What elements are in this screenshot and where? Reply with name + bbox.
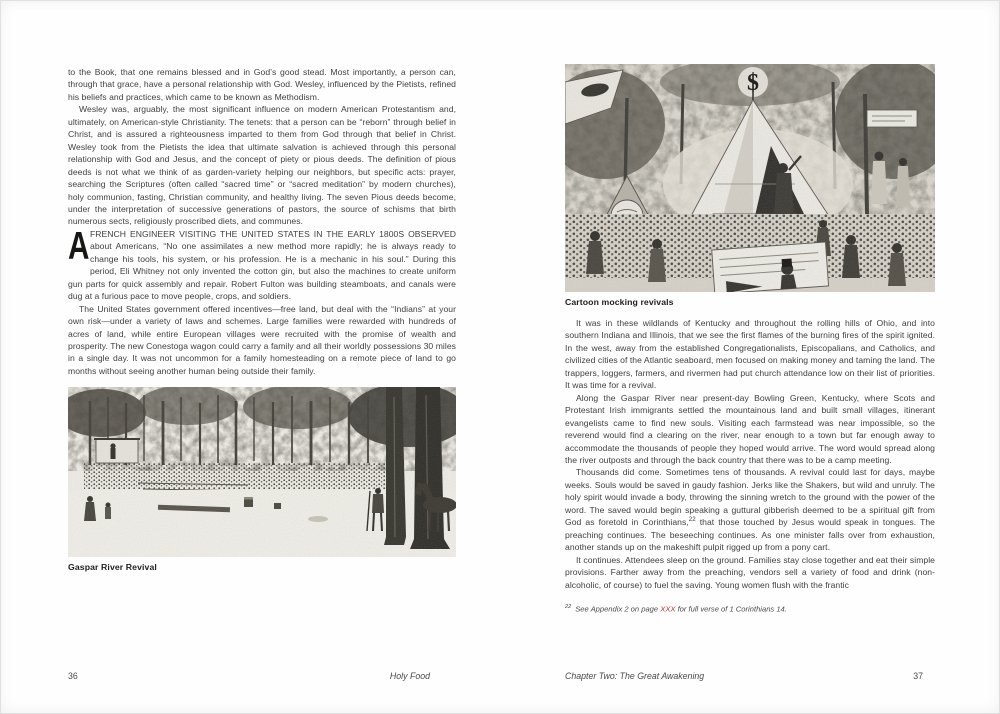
page-number-left: 36 [68, 671, 78, 681]
body-paragraph: It was in these wildlands of Kentucky and throughout the rolling hills of Ohio, and into southern Indiana and Illinois, that we see the first flames of the burning fires of the spirit ignited. In the west, away from the established Congregationalists, Episcopalians, and Catholics, and civilized cities of the Atlantic seaboard, men focused on making money and taming the land. The trappers, loggers, farmers, and rivermen had put church attendance low on their list of priorities. It was time for a revival. [565, 318, 935, 391]
right-page-body [565, 317, 935, 591]
body-paragraph: Wesley was, arguably, the most significant influence on modern American Protestantism and, ultimately, on American-style Christianity. The tenets: that a person can be “reborn” through belief in Christ, and is assured a righteousness imparted to them from God through that belief in Christ. Wesley took from the Pietists the idea that ultimate salvation is achieved through this personal relationship with God and Jesus, and the concept of piety or pious deeds. The definition of pious deeds is not what we think of as garden-variety helping our neighbors, but specific acts: prayer, searching the Scriptures (often called “sacred time” or “sacred meditation” by modern churches), holy communion, fasting, Christian community, and healthy living. The seven Pious deeds become, under the interpretation of successive generations of pastors, the source of schisms that birth numerous sects, religiously proscribed diets, and communes. [68, 104, 456, 227]
body-paragraph: to the Book, that one remains blessed and in God’s good stead. Most importantly, a person can, through that grace, have a personal relationship with God. Wesley, influenced by the Pietists, refined his beliefs and practices, which came to be known as Methodism. [68, 67, 456, 102]
footnote-marker: 22 [565, 603, 572, 610]
revival-cartoon-engraving [565, 64, 935, 292]
running-head-left: Holy Food [389, 671, 430, 681]
body-paragraph: The United States government offered incentives—free land, but deal with the “Indians” at your own risk—under a variety of laws and schemes. Large families were rewarded with hundreds of acres of land, while entire European villages were recruited with the promise of wealth and prosperity. The new Conestoga wagon could carry a family and all their worldly possessions 30 miles in a single day. It was not uncommon for a family homesteading on a remote piece of land to go months without seeing another human being outside their family. [68, 303, 456, 376]
figure-caption: Gaspar River Revival [68, 562, 157, 573]
engraving-grain-texture [68, 387, 456, 557]
left-page-footer [68, 671, 456, 681]
right-page-footer [565, 671, 935, 681]
body-paragraph: It continues. Attendees sleep on the ground. Families stay close together and eat their simple provisions. Farther away from the preaching, vendors sell a variety of food and drink (non-alcoholic, of course) to fuel the saving. Young women flush with the frantic [565, 554, 935, 590]
gaspar-river-revival-engraving [68, 387, 456, 557]
footnote-reference: 22 [688, 516, 696, 524]
left-page-text-column [68, 66, 456, 573]
body-text-run: Thousands did come. Sometimes tens of thousands. A revival could last for days, maybe weeks. Souls would be saved in gaudy fashion. Jerks like the Shakers, but wild and unruly. The holy spirit would invade a body, throwing the sinning wretch to the ground with the power of the word. The saved would begin speaking a guttural gibberish deemed to be a spiritual gift from God as foretold in Corinthians, [565, 467, 935, 528]
footnote-page-ref: XXX [660, 604, 676, 614]
footnote-text: See Appendix 2 on page [575, 604, 661, 614]
footnote [565, 602, 935, 615]
drop-cap-paragraph [68, 224, 456, 303]
figure-caption: Cartoon mocking revivals [565, 297, 674, 307]
lead-caps-text: FRENCH ENGINEER VISITING THE UNITED STATES IN THE EARLY 1800S OBSERVED [90, 228, 456, 239]
page-number-right: 37 [913, 671, 923, 681]
body-text-run: about Americans, “No one assimilates a new method more rapidly; he is always ready to change his tools, his system, or his profession. He is a mechanic in his soul.” During this period, Eli Whitney not only invented the cotton gin, but also the machines to create uniform gun parts for quick assembly and repair. Robert Fulton was building steamboats, and canals were dug at a furious pace to move people, crops, and soldiers. [68, 241, 456, 302]
right-page-text-column [565, 64, 935, 615]
body-text-run: that those touched by Jesus would speak in tongues. The preaching continues. The beseeching continues. As one minister falls over from exhaustion, another stands up on the makeshift pulpit rigged up from a pony cart. [565, 517, 935, 553]
running-head-right: Chapter Two: The Great Awakening [565, 671, 705, 681]
body-paragraph [565, 466, 935, 553]
body-paragraph: Along the Gaspar River near present-day Bowling Green, Kentucky, where Scots and Protestant Irish immigrants settled the mountainous land and built small villages, itinerant evangelists came to find new souls. Visiting each farmstead was near impossible, so the reverend would find a clearing on the river, near enough to a town but far enough away to accommodate the thousands of people they hoped would arrive. The word would spread along the river outposts and through the back country that there was to be a camp meeting. [565, 392, 935, 465]
revival-cartoon-figure [565, 64, 935, 292]
footnote-text: for full verse of 1 Corinthians 14. [675, 604, 787, 614]
gaspar-river-revival-figure [68, 387, 456, 557]
drop-cap-letter: A [68, 224, 90, 268]
cartoon-grain-texture [565, 64, 935, 292]
